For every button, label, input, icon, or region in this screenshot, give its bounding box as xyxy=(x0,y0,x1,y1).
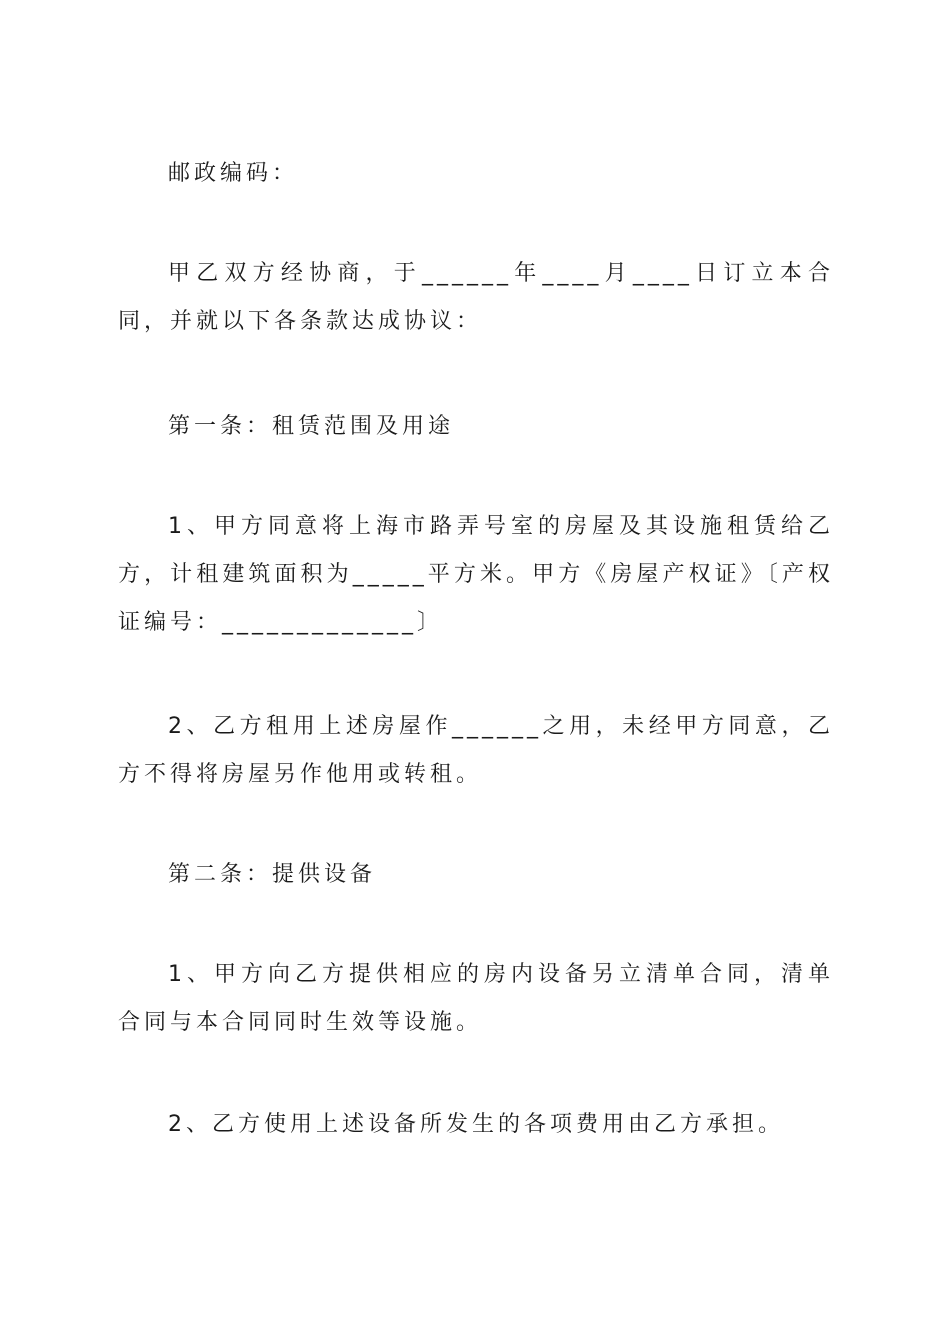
article-2-heading: 第二条：提供设备 xyxy=(168,862,377,887)
agreement-intro-paragraph: 甲乙双方经协商，于______年____月____日订立本合同，并就以下各条款达成协议： xyxy=(118,261,834,334)
article-1-item-1: 1、甲方同意将上海市路弄号室的房屋及其设施租赁给乙方，计租建筑面积为_____平方米。甲方《房屋产权证》〔产权证编号：_____________〕 xyxy=(118,514,834,635)
article-2-item-1: 1、甲方向乙方提供相应的房内设备另立清单合同，清单合同与本合同同时生效等设施。 xyxy=(118,962,834,1035)
postal-code-label: 邮政编码： xyxy=(168,161,299,186)
article-1-item-2: 2、乙方租用上述房屋作______之用，未经甲方同意，乙方不得将房屋另作他用或转租。 xyxy=(118,714,834,787)
article-1-heading: 第一条：租赁范围及用途 xyxy=(168,414,455,439)
article-2-item-2: 2、乙方使用上述设备所发生的各项费用由乙方承担。 xyxy=(168,1112,784,1137)
